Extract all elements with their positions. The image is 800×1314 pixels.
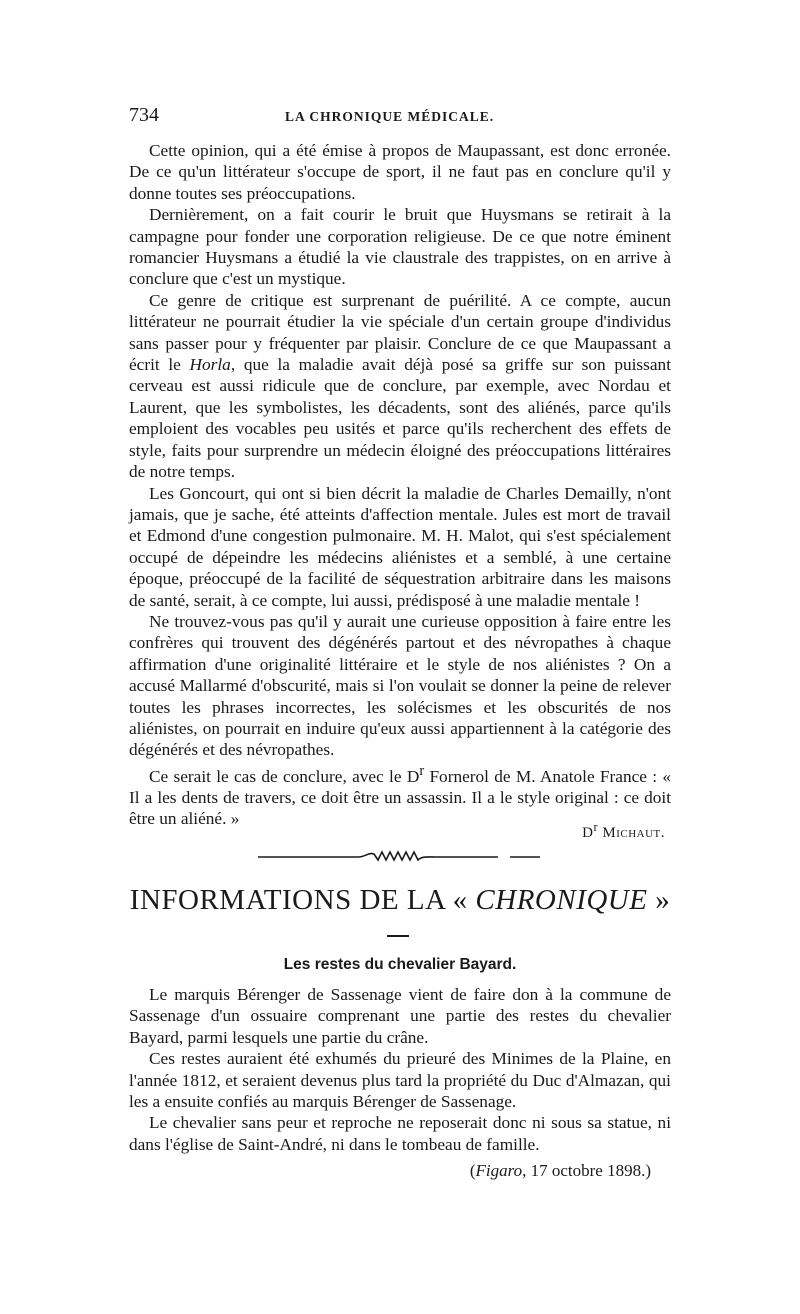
text-run: Fornerol de M. Anatole France : « Il a les dents de travers, ce doit être un assassin. Il a le style original : ce doit être un aliéné. » [129, 766, 671, 829]
running-title: LA CHRONIQUE MÉDICALE. [285, 109, 495, 124]
superscript: r [593, 820, 599, 834]
signature-prefix: D [582, 825, 594, 841]
source-citation [129, 1161, 651, 1181]
author-signature [129, 820, 665, 842]
article-body [129, 140, 671, 830]
section-title [129, 884, 671, 917]
title-italic: CHRONIQUE [475, 884, 648, 916]
italic-title: Horla [189, 355, 231, 375]
title-text: » [647, 884, 671, 916]
text-run: , que la maladie avait déjà posé sa griffe sur son puissant cerveau est aussi ridicule que de conclure, par exemple, avec Nordau et Laurent, que les symbolistes, les décadents, sont des aliénés, parce qu'ils emploient des vocables peu usités et parce qu'ils recherchent des effets de style, faits pour surprendre un médecin éloigné des préoccupations littéraires de notre temps. [129, 355, 671, 482]
page-number: 734 [129, 104, 159, 126]
text-run: Ce serait le cas de conclure, avec le D [149, 766, 420, 786]
signature-name: Michaut. [602, 825, 665, 841]
paragraph: Les Goncourt, qui ont si bien décrit la maladie de Charles Demailly, n'ont jamais, que je sache, été atteints d'affection mentale. Jules est mort de travail et Edmond d'une congestion pulmonaire. M. H. Malot, qui s'est spécialement occupé de dépeindre les médecins aliénistes et a semblé, à une certaine époque, préoccupé de la facilité de séquestration arbitraire dans les maisons de santé, serait, à ce compte, lui aussi, prédisposé à une maladie mentale ! [129, 483, 671, 610]
source-paren: ( [469, 1161, 476, 1180]
divider [387, 935, 409, 937]
paragraph: Le chevalier sans peur et reproche ne reposerait donc ni sous sa statue, ni dans l'église de Saint-André, ni dans le tombeau de famille. [129, 1113, 671, 1154]
article-body [129, 984, 671, 1155]
paragraph: Ne trouvez-vous pas qu'il y aurait une curieuse opposition à faire entre les confrères qui trouvent des dégénérés partout et des névropathes à chaque affirmation d'une originalité littéraire et le style de nos aliénistes ? On a accusé Mallarmé d'obscurité, mais si l'on voulait se donner la peine de relever toutes les phrases incorrectes, les solécismes et les obscurités de nos aliénistes, on pourrait en induire qu'eux aussi appartiennent à la catégorie des dégénérés et des névropathes. [129, 611, 671, 760]
paragraph: Ces restes auraient été exhumés du prieuré des Minimes de la Plaine, en l'année 1812, et seraient devenus plus tard la propriété du Duc d'Almazan, qui les a ensuite confiés au marquis Bérenger de Sassenage. [129, 1049, 671, 1112]
superscript: r [419, 762, 425, 779]
text-run: Ce genre de critique est surprenant de puérilité. A ce compte, aucun littérateur ne pourrait étudier la vie spéciale d'un certain groupe d'individus sans passer pour y fréquenter par plaisir. Conclure de ce que Maupassant a écrit le [129, 290, 671, 375]
article-heading: Les restes du chevalier Bayard. [283, 956, 517, 973]
paragraph: Le marquis Bérenger de Sassenage vient de faire don à la commune de Sassenage d'un ossuaire comprenant une partie des restes du chevalier Bayard, parmi lesquels une partie du crâne. [129, 985, 671, 1047]
page-header [129, 104, 671, 132]
ornamental-divider [258, 848, 548, 864]
paragraph: Cette opinion, qui a été émise à propos de Maupassant, est donc erronée. De ce qu'un littérateur s'occupe de sport, il ne faut pas en conclure qu'il y donne toutes ses préoccupations. [129, 141, 671, 203]
title-text: INFORMATIONS DE LA « [129, 884, 476, 916]
paragraph: Dernièrement, on a fait courir le bruit que Huysmans se retirait à la campagne pour fonder une corporation religieuse. De ce que notre éminent romancier Huysmans a étudié la vie claustrale des trappistes, on en arrive à conclure que c'est un mystique. [129, 205, 671, 289]
source-date: , 17 octobre 1898.) [522, 1161, 651, 1180]
source-publication: Figaro [475, 1161, 523, 1180]
paragraph [129, 290, 671, 483]
